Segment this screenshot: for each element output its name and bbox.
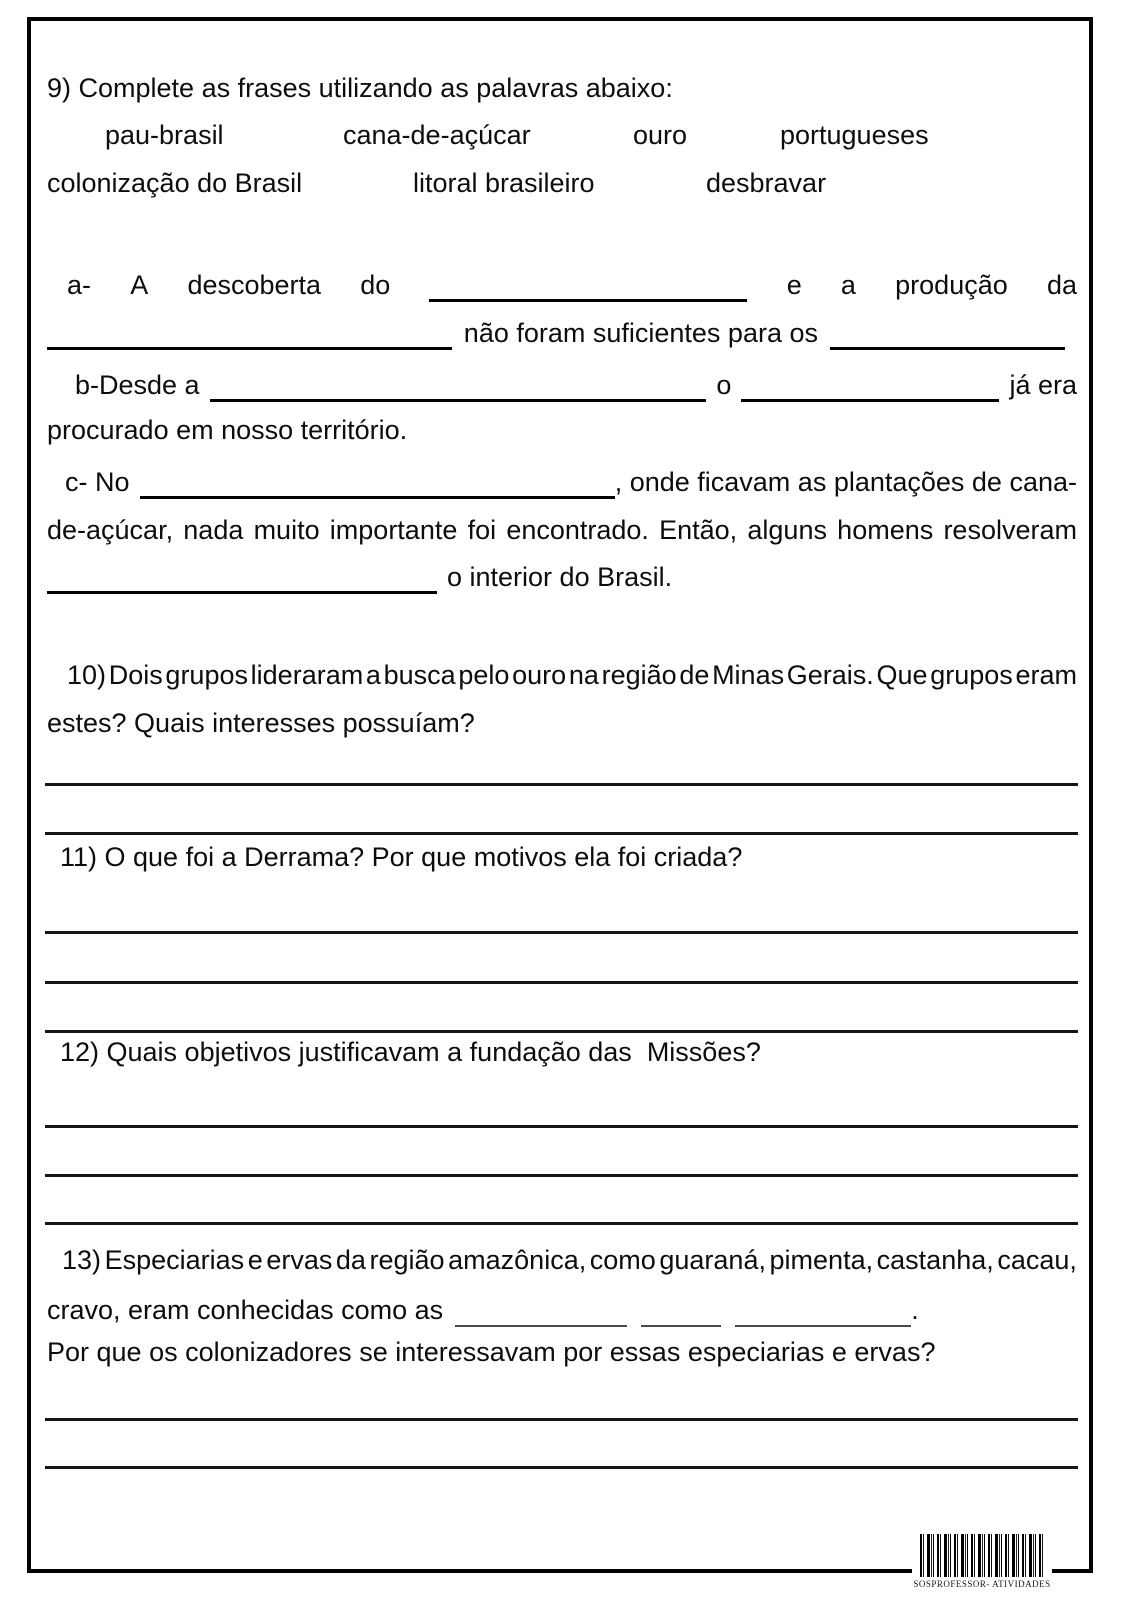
- item-b-prefix: b-Desde a: [75, 370, 200, 400]
- q13-word: e: [247, 1245, 263, 1275]
- answer-line: [45, 1466, 1078, 1469]
- item-a-word: descoberta: [187, 270, 322, 300]
- item-c-word: foi: [467, 515, 497, 545]
- q9-item-a-line1: [67, 268, 1077, 302]
- item-c-word: muito: [253, 515, 320, 545]
- q10-word: região: [601, 660, 677, 690]
- q13-word: guaraná,: [659, 1245, 766, 1275]
- q13-word: 13): [62, 1245, 102, 1275]
- q10-word: busca: [383, 660, 456, 690]
- q10-word: ouro: [512, 660, 567, 690]
- item-a-word: a: [840, 270, 856, 300]
- item-c-prefix: c- No: [65, 467, 130, 497]
- answer-line: [45, 1418, 1078, 1421]
- q10-word: lideraram: [250, 660, 364, 690]
- q10-word: pelo: [458, 660, 510, 690]
- answer-line: [45, 832, 1078, 835]
- item-c-line3-text: o interior do Brasil.: [447, 562, 673, 592]
- q10-word: na: [568, 660, 599, 690]
- q13-word: amazônica,: [448, 1245, 587, 1275]
- q13-word: cacau,: [997, 1245, 1077, 1275]
- q13-word: castanha,: [876, 1245, 994, 1275]
- answer-line: [45, 1222, 1078, 1225]
- item-b-suffix: já era: [1009, 370, 1077, 400]
- q9-item-a-line2: [47, 316, 1065, 350]
- q9-item-c-line2: [47, 513, 1077, 547]
- q9-title: 9) Complete as frases utilizando as palavras abaixo:: [47, 73, 673, 103]
- item-c-word: homens: [837, 515, 934, 545]
- item-b-mid: o: [716, 370, 732, 400]
- item-c-word: de-açúcar,: [47, 515, 174, 545]
- answer-line: [45, 981, 1078, 984]
- q9-item-c-line3: [47, 560, 672, 594]
- item-a-word: A: [130, 270, 149, 300]
- fill-in-blank: [47, 561, 437, 594]
- q10-word: eram: [1015, 660, 1077, 690]
- fill-in-blank: [741, 369, 999, 402]
- q13-word: como: [589, 1245, 656, 1275]
- q13-word: da: [335, 1245, 366, 1275]
- word-bank-word: portugueses: [780, 120, 929, 150]
- word-bank-word: litoral brasileiro: [413, 168, 595, 198]
- q10-word: Minas: [712, 660, 785, 690]
- q13-line3: Por que os colonizadores se interessavam por essas especiarias e ervas?: [47, 1337, 936, 1367]
- q10-word: Dois: [108, 660, 163, 690]
- item-a-word: do: [360, 270, 391, 300]
- item-a-word: da: [1046, 270, 1077, 300]
- item-c-word: encontrado.: [506, 515, 649, 545]
- q13-word: ervas: [266, 1245, 333, 1275]
- q10-line2: estes? Quais interesses possuíam?: [47, 708, 475, 738]
- answer-line: [45, 1030, 1078, 1033]
- q10-word: 10): [67, 660, 107, 690]
- q13-word: Especiarias: [104, 1245, 245, 1275]
- answer-line: [45, 931, 1078, 934]
- answer-line: [45, 1174, 1078, 1177]
- word-bank-word: cana-de-açúcar: [343, 120, 531, 150]
- q13-line2-prefix: cravo, eram conhecidas como as: [47, 1295, 444, 1325]
- word-bank-word: ouro: [633, 120, 688, 150]
- fill-in-blank: [47, 317, 452, 350]
- item-c-word: nada: [183, 515, 244, 545]
- item-c-word: alguns: [747, 515, 827, 545]
- barcode-label: SOSPROFESSOR- ATIVIDADES: [913, 1579, 1051, 1589]
- q10-word: Gerais.: [786, 660, 874, 690]
- q10-word: grupos: [165, 660, 248, 690]
- q9-item-b-line2: procurado em nosso território.: [47, 415, 408, 445]
- fill-in-blank: [210, 369, 707, 402]
- fill-in-blank: [735, 1296, 911, 1327]
- q9-item-c-line1: [65, 465, 1077, 499]
- fill-in-blank: [429, 269, 747, 302]
- q10-word: a: [365, 660, 381, 690]
- q12-text: 12) Quais objetivos justificavam a fundação das Missões?: [60, 1037, 761, 1067]
- answer-line: [45, 783, 1078, 786]
- q10-word: Que: [876, 660, 928, 690]
- fill-in-blank: [455, 1296, 627, 1327]
- q13-word: pimenta,: [769, 1245, 874, 1275]
- item-a-word: a-: [67, 270, 92, 300]
- item-a-word: produção: [895, 270, 1008, 300]
- item-a-line2-text: não foram suficientes para os: [463, 318, 818, 348]
- fill-in-blank: [641, 1296, 721, 1327]
- q10-line1: [67, 658, 1077, 692]
- q10-word: grupos: [930, 660, 1013, 690]
- word-bank-word: desbravar: [706, 168, 827, 198]
- item-c-after-blank: , onde ficavam as plantações de cana-: [614, 467, 1077, 497]
- q11-text: 11) O que foi a Derrama? Por que motivos ela foi criada?: [60, 842, 743, 872]
- q13-word: região: [369, 1245, 445, 1275]
- item-c-word: importante: [329, 515, 458, 545]
- answer-line: [45, 1125, 1078, 1128]
- fill-in-blank: [830, 317, 1065, 350]
- q9-item-b-line1: [75, 368, 1077, 402]
- q13-period: .: [911, 1295, 919, 1325]
- word-bank-word: colonização do Brasil: [47, 168, 303, 198]
- publisher-barcode: [912, 1534, 1052, 1596]
- item-a-word: e: [786, 270, 802, 300]
- word-bank-word: pau-brasil: [105, 120, 224, 150]
- q13-line2: [47, 1293, 919, 1327]
- item-c-word: resolveram: [943, 515, 1077, 545]
- q13-line1: [62, 1243, 1077, 1277]
- q10-word: de: [679, 660, 710, 690]
- fill-in-blank: [140, 466, 615, 499]
- item-c-word: Então,: [659, 515, 738, 545]
- barcode-bars-icon: [920, 1534, 1044, 1577]
